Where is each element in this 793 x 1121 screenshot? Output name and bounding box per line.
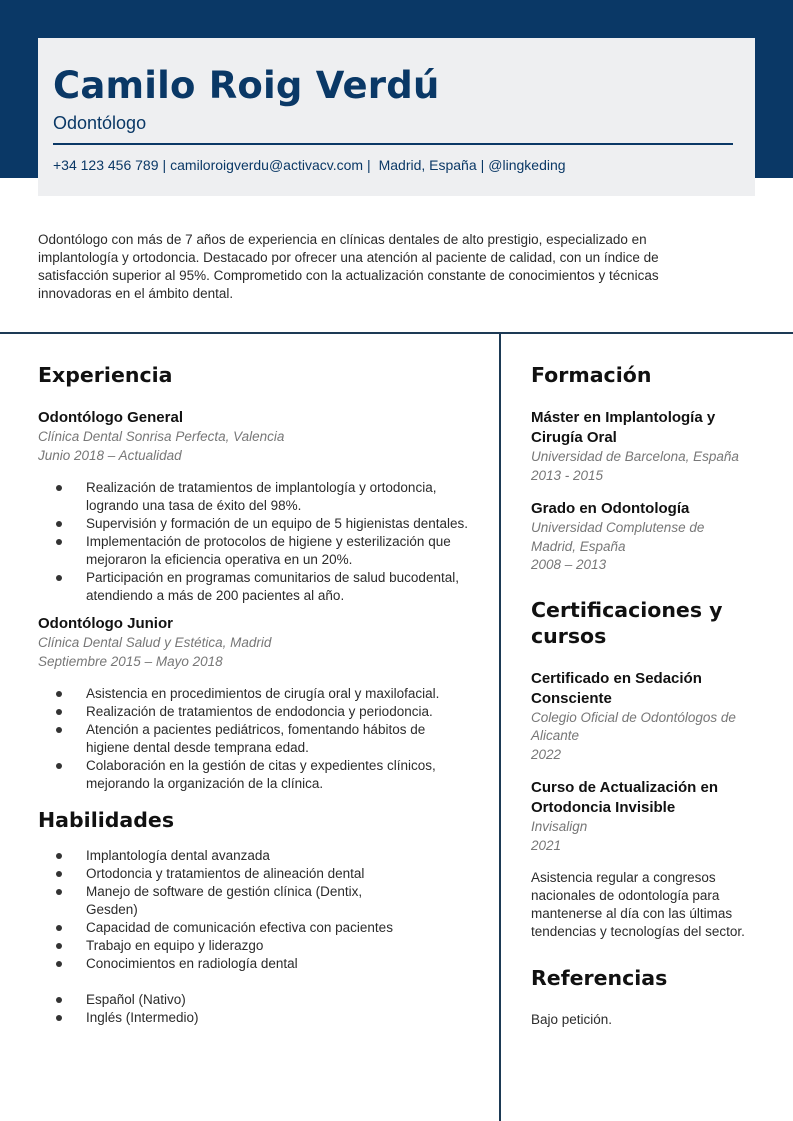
list-item: Ortodoncia y tratamientos de alineación dental (38, 865, 468, 883)
education-entry (531, 408, 761, 485)
school-name: Universidad de Barcelona, España (531, 449, 739, 464)
list-item: Manejo de software de gestión clínica (Dentix, Gesden) (38, 883, 468, 919)
degree-title: Máster en Implantología y Cirugía Oral (531, 409, 716, 446)
certification-year: 2021 (531, 837, 562, 853)
education-entry (531, 499, 761, 575)
list-item: Realización de tratamientos de implantología y ortodoncia, logrando una tasa de éxito del 98%. (38, 479, 468, 515)
list-item: Capacidad de comunicación efectiva con pacientes (38, 919, 468, 937)
certification-name: Curso de Actualización en Ortodoncia Invisible (531, 779, 718, 816)
education-dates: 2013 - 2015 (531, 467, 604, 483)
right-column (531, 362, 761, 1029)
list-item: Implantología dental avanzada (38, 847, 468, 865)
skills-list (38, 847, 468, 973)
education-dates: 2008 – 2013 (531, 557, 607, 572)
certification-issuer: Colegio Oficial de Odontólogos de Alicante (531, 709, 736, 743)
list-item: Español (Nativo) (38, 991, 468, 1009)
header-card (38, 38, 755, 196)
email[interactable]: camiloroigverdu@activacv.com (170, 157, 364, 173)
list-item: Inglés (Intermedio) (38, 1009, 468, 1027)
location: Madrid, España (378, 157, 477, 173)
job-entry (38, 408, 468, 605)
job-title: Odontólogo Junior (38, 615, 173, 632)
certification-name: Certificado en Sedación Consciente (531, 669, 702, 707)
job-title: Odontólogo (53, 113, 147, 133)
list-item: Colaboración en la gestión de citas y expedientes clínicos, mejorando la organización de la clínica. (38, 757, 468, 793)
references-text: Bajo petición. (531, 1012, 613, 1027)
certification-issuer: Invisalign (531, 819, 588, 834)
certifications-note: Asistencia regular a congresos nacionales de odontología para mantenerse al día con las últimas tendencias y tecnologías del sector. (531, 870, 745, 939)
left-column (38, 362, 468, 1027)
job-dates: Septiembre 2015 – Mayo 2018 (38, 653, 223, 669)
job-company: Clínica Dental Sonrisa Perfecta, Valencia (38, 429, 285, 444)
job-company: Clínica Dental Salud y Estética, Madrid (38, 635, 272, 650)
list-item: Supervisión y formación de un equipo de 5 higienistas dentales. (38, 515, 468, 533)
experience-heading: Experiencia (38, 363, 173, 387)
education-heading: Formación (531, 363, 652, 387)
list-item: Conocimientos en radiología dental (38, 955, 468, 973)
section-divider-vertical (499, 332, 501, 1121)
section-divider-horizontal (0, 332, 793, 334)
school-name: Universidad Complutense de Madrid, España (531, 520, 705, 554)
list-item: Realización de tratamientos de endodoncia y periodoncia. (38, 703, 468, 721)
references-heading: Referencias (531, 966, 668, 990)
list-item: Participación en programas comunitarios de salud bucodental, atendiendo a más de 200 pacientes al año. (38, 569, 468, 605)
job-achievements (38, 685, 468, 793)
social-handle[interactable]: @lingkeding (488, 157, 566, 173)
list-item: Trabajo en equipo y liderazgo (38, 937, 468, 955)
degree-title: Grado en Odontología (531, 500, 690, 517)
list-item: Atención a pacientes pediátricos, fomentando hábitos de higiene dental desde temprana edad. (38, 721, 468, 757)
list-item: Asistencia en procedimientos de cirugía oral y maxilofacial. (38, 685, 468, 703)
candidate-name: Camilo Roig Verdú (53, 64, 440, 107)
list-item: Implementación de protocolos de higiene y esterilización que mejoraron la eficiencia operativa en un 20%. (38, 533, 468, 569)
job-title: Odontólogo General (38, 409, 183, 426)
phone[interactable]: +34 123 456 789 (53, 157, 159, 173)
contact-line: +34 123 456 789 | camiloroigverdu@activacv.com | Madrid, España | @lingkeding (53, 157, 566, 173)
job-achievements (38, 479, 468, 605)
job-dates: Junio 2018 – Actualidad (38, 447, 182, 463)
certifications-heading: Certificaciones y cursos (531, 597, 723, 648)
profile-summary: Odontólogo con más de 7 años de experiencia en clínicas dentales de alto prestigio, especializado en implantología y ortodoncia. Destacado por ofrecer una atención al paciente de calidad, con un índice de satisfacción superior al 95%. Comprometido con la actualización constante de conocimientos y técnicas innovadoras en el ámbito dental. (38, 232, 659, 301)
languages-list (38, 991, 468, 1027)
certification-entry (531, 778, 761, 855)
certification-year: 2022 (531, 746, 562, 762)
certification-entry (531, 669, 761, 765)
skills-heading: Habilidades (38, 808, 175, 832)
job-entry (38, 614, 468, 793)
header-divider (53, 143, 733, 145)
